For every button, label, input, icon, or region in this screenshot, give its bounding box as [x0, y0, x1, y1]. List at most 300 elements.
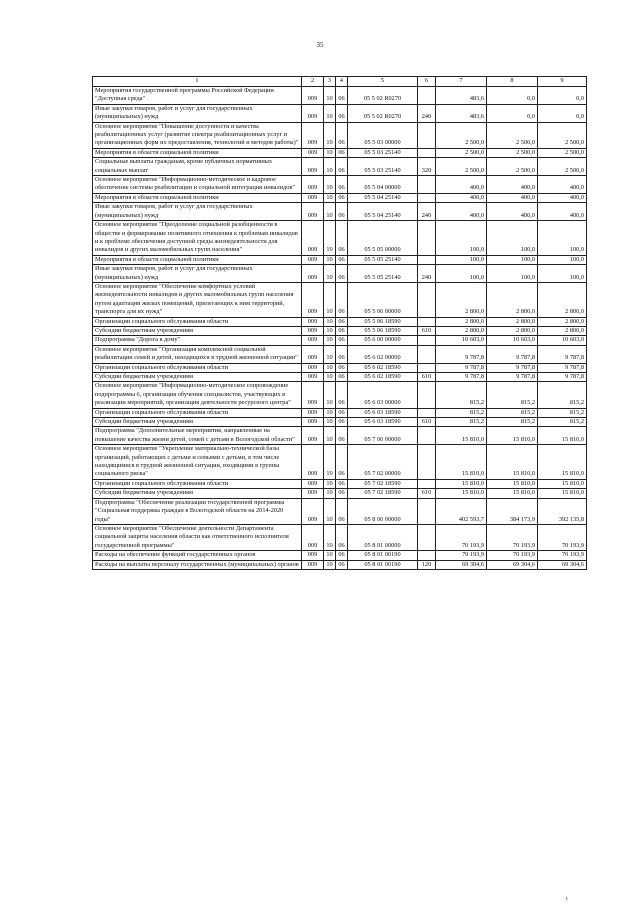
budget-table	[92, 76, 587, 570]
column-header: 9	[538, 77, 587, 87]
target-article-cell: 05 6 03 18590	[348, 418, 418, 427]
amount-year1-cell: 100,0	[436, 265, 487, 283]
expense-type-cell	[418, 427, 436, 445]
amount-year1-cell: 70 193,9	[436, 524, 487, 550]
subsection-cell: 06	[336, 221, 348, 256]
expense-type-cell: 610	[418, 418, 436, 427]
target-article-cell: 05 5 04 00000	[348, 176, 418, 194]
target-article-cell: 05 6 03 00000	[348, 382, 418, 408]
target-article-cell: 05 5 05 25140	[348, 255, 418, 264]
row-name-cell: Организации социального обслуживания области	[93, 317, 302, 326]
table-row	[93, 104, 587, 122]
amount-year2-cell: 69 304,6	[487, 560, 538, 569]
table-row	[93, 345, 587, 363]
target-article-cell: 05 7 02 18590	[348, 489, 418, 498]
table-row	[93, 560, 587, 569]
grbs-cell: 009	[302, 551, 324, 560]
amount-year2-cell: 400,0	[487, 193, 538, 202]
section-cell: 10	[324, 326, 336, 335]
amount-year2-cell: 815,2	[487, 382, 538, 408]
target-article-cell: 05 7 00 00000	[348, 427, 418, 445]
amount-year3-cell: 15 810,0	[538, 489, 587, 498]
amount-year1-cell: 2 800,0	[436, 282, 487, 317]
amount-year2-cell: 15 810,0	[487, 445, 538, 480]
section-cell: 10	[324, 176, 336, 194]
expense-type-cell	[418, 551, 436, 560]
grbs-cell: 009	[302, 87, 324, 105]
grbs-cell: 009	[302, 317, 324, 326]
subsection-cell: 06	[336, 282, 348, 317]
amount-year3-cell: 0,0	[538, 87, 587, 105]
expense-type-cell	[418, 498, 436, 524]
section-cell: 10	[324, 524, 336, 550]
amount-year1-cell: 400,0	[436, 203, 487, 221]
amount-year1-cell: 15 810,0	[436, 479, 487, 488]
row-name-cell: Организации социального обслуживания области	[93, 479, 302, 488]
expense-type-cell	[418, 408, 436, 417]
amount-year1-cell: 815,2	[436, 382, 487, 408]
section-cell: 10	[324, 265, 336, 283]
section-cell: 10	[324, 373, 336, 382]
amount-year1-cell: 815,2	[436, 408, 487, 417]
table-row	[93, 445, 587, 480]
grbs-cell: 009	[302, 336, 324, 345]
grbs-cell: 009	[302, 158, 324, 176]
column-header: 2	[302, 77, 324, 87]
amount-year2-cell: 100,0	[487, 221, 538, 256]
amount-year2-cell: 2 500,0	[487, 148, 538, 157]
table-row	[93, 524, 587, 550]
table-row	[93, 427, 587, 445]
target-article-cell: 05 8 01 00190	[348, 551, 418, 560]
amount-year1-cell: 9 787,8	[436, 345, 487, 363]
subsection-cell: 06	[336, 551, 348, 560]
subsection-cell: 06	[336, 176, 348, 194]
row-name-cell: Подпрограмма "Обеспечение реализации государственной программы "Социальная поддержка граждан в Вологодской области на 2014-2020 годы"	[93, 498, 302, 524]
amount-year3-cell: 2 500,0	[538, 122, 587, 148]
amount-year2-cell: 400,0	[487, 203, 538, 221]
amount-year2-cell: 100,0	[487, 265, 538, 283]
amount-year3-cell: 392 135,8	[538, 498, 587, 524]
amount-year3-cell: 15 810,0	[538, 427, 587, 445]
target-article-cell: 05 5 05 00000	[348, 221, 418, 256]
row-name-cell: Иные закупки товаров, работ и услуг для государственных (муниципальных) нужд	[93, 104, 302, 122]
amount-year1-cell: 400,0	[436, 193, 487, 202]
table-row	[93, 282, 587, 317]
subsection-cell: 06	[336, 317, 348, 326]
amount-year3-cell: 70 193,9	[538, 551, 587, 560]
expense-type-cell	[418, 193, 436, 202]
subsection-cell: 06	[336, 203, 348, 221]
amount-year2-cell: 815,2	[487, 408, 538, 417]
amount-year3-cell: 69 304,6	[538, 560, 587, 569]
section-cell: 10	[324, 203, 336, 221]
amount-year2-cell: 2 800,0	[487, 326, 538, 335]
row-name-cell: Мероприятия государственной программы Российской Федерации "Доступная среда"	[93, 87, 302, 105]
table-row	[93, 551, 587, 560]
amount-year1-cell: 69 304,6	[436, 560, 487, 569]
footer-mark: ı	[566, 896, 568, 902]
section-cell: 10	[324, 255, 336, 264]
expense-type-cell	[418, 255, 436, 264]
amount-year1-cell: 15 810,0	[436, 445, 487, 480]
amount-year3-cell: 0,0	[538, 104, 587, 122]
row-name-cell: Организации социального обслуживания области	[93, 408, 302, 417]
amount-year2-cell: 10 603,0	[487, 336, 538, 345]
expense-type-cell: 240	[418, 203, 436, 221]
row-name-cell: Основное мероприятие "Информационно-методическое сопровождение подпрограммы 6, организация обучения специалистов, участвующих в реализации мероприятий, организация деятельности ресурсного центра"	[93, 382, 302, 408]
section-cell: 10	[324, 498, 336, 524]
target-article-cell: 05 5 03 25140	[348, 148, 418, 157]
target-article-cell: 05 6 02 18590	[348, 373, 418, 382]
table-row	[93, 148, 587, 157]
row-name-cell: Мероприятия в области социальной политики	[93, 255, 302, 264]
amount-year3-cell: 100,0	[538, 265, 587, 283]
table-row	[93, 203, 587, 221]
target-article-cell: 05 8 00 00000	[348, 498, 418, 524]
row-name-cell: Субсидии бюджетным учреждениям	[93, 418, 302, 427]
amount-year2-cell: 0,0	[487, 104, 538, 122]
target-article-cell: 05 5 03 25140	[348, 158, 418, 176]
target-article-cell: 05 6 02 18590	[348, 363, 418, 372]
amount-year1-cell: 2 500,0	[436, 148, 487, 157]
amount-year3-cell: 100,0	[538, 221, 587, 256]
section-cell: 10	[324, 560, 336, 569]
row-name-cell: Иные закупки товаров, работ и услуг для государственных (муниципальных) нужд	[93, 265, 302, 283]
expense-type-cell	[418, 345, 436, 363]
subsection-cell: 06	[336, 158, 348, 176]
amount-year3-cell: 10 603,0	[538, 336, 587, 345]
amount-year1-cell: 483,6	[436, 104, 487, 122]
grbs-cell: 009	[302, 104, 324, 122]
grbs-cell: 009	[302, 418, 324, 427]
expense-type-cell	[418, 524, 436, 550]
amount-year1-cell: 100,0	[436, 255, 487, 264]
row-name-cell: Основное мероприятие "Организация комплексной социальной реабилитации семей и детей, находящихся в трудной жизненной ситуации"	[93, 345, 302, 363]
target-article-cell: 05 6 02 00000	[348, 345, 418, 363]
amount-year1-cell: 9 787,8	[436, 363, 487, 372]
table-row	[93, 193, 587, 202]
table-row	[93, 408, 587, 417]
amount-year3-cell: 2 800,0	[538, 326, 587, 335]
subsection-cell: 06	[336, 122, 348, 148]
amount-year3-cell: 2 800,0	[538, 317, 587, 326]
section-cell: 10	[324, 479, 336, 488]
amount-year2-cell: 9 787,8	[487, 345, 538, 363]
table-row	[93, 498, 587, 524]
section-cell: 10	[324, 336, 336, 345]
subsection-cell: 06	[336, 479, 348, 488]
expense-type-cell: 240	[418, 265, 436, 283]
amount-year3-cell: 2 500,0	[538, 158, 587, 176]
amount-year2-cell: 2 500,0	[487, 122, 538, 148]
amount-year1-cell: 2 500,0	[436, 122, 487, 148]
section-cell: 10	[324, 193, 336, 202]
row-name-cell: Расходы на выплаты персоналу государственных (муниципальных) органов	[93, 560, 302, 569]
subsection-cell: 06	[336, 408, 348, 417]
page-number: 35	[316, 41, 324, 49]
grbs-cell: 009	[302, 427, 324, 445]
expense-type-cell: 240	[418, 104, 436, 122]
amount-year3-cell: 15 810,0	[538, 479, 587, 488]
target-article-cell: 05 8 01 00190	[348, 560, 418, 569]
target-article-cell: 05 6 00 00000	[348, 336, 418, 345]
column-header: 7	[436, 77, 487, 87]
expense-type-cell	[418, 382, 436, 408]
target-article-cell: 05 7 02 18590	[348, 479, 418, 488]
section-cell: 10	[324, 148, 336, 157]
row-name-cell: Основное мероприятие "Обеспечение деятельности Департамента социальной защиты населения области как ответственного исполнителя государственной программы"	[93, 524, 302, 550]
subsection-cell: 06	[336, 489, 348, 498]
table-row	[93, 122, 587, 148]
amount-year2-cell: 70 193,9	[487, 524, 538, 550]
amount-year1-cell: 2 800,0	[436, 326, 487, 335]
row-name-cell: Субсидии бюджетным учреждениям	[93, 373, 302, 382]
amount-year3-cell: 2 500,0	[538, 148, 587, 157]
target-article-cell: 05 5 06 00000	[348, 282, 418, 317]
amount-year2-cell: 2 800,0	[487, 282, 538, 317]
grbs-cell: 009	[302, 193, 324, 202]
amount-year2-cell: 815,2	[487, 418, 538, 427]
table-row	[93, 418, 587, 427]
column-header: 6	[418, 77, 436, 87]
grbs-cell: 009	[302, 176, 324, 194]
table-row	[93, 373, 587, 382]
column-header: 5	[348, 77, 418, 87]
column-header: 8	[487, 77, 538, 87]
expense-type-cell	[418, 445, 436, 480]
subsection-cell: 06	[336, 326, 348, 335]
amount-year3-cell: 815,2	[538, 408, 587, 417]
expense-type-cell	[418, 148, 436, 157]
amount-year3-cell: 400,0	[538, 193, 587, 202]
grbs-cell: 009	[302, 498, 324, 524]
subsection-cell: 06	[336, 445, 348, 480]
target-article-cell: 05 8 01 00000	[348, 524, 418, 550]
target-article-cell: 05 5 03 00000	[348, 122, 418, 148]
subsection-cell: 06	[336, 104, 348, 122]
section-cell: 10	[324, 445, 336, 480]
grbs-cell: 009	[302, 479, 324, 488]
amount-year2-cell: 400,0	[487, 176, 538, 194]
table-header-row	[93, 77, 587, 87]
column-header: 4	[336, 77, 348, 87]
column-header: 3	[324, 77, 336, 87]
row-name-cell: Мероприятия в области социальной политики	[93, 193, 302, 202]
grbs-cell: 009	[302, 373, 324, 382]
amount-year2-cell: 70 193,9	[487, 551, 538, 560]
row-name-cell: Основное мероприятие "Укрепление материально-технической базы организаций, работающих с детьми и семьями с детьми, в том числе находящимися в трудной жизненной ситуации, входящими в группы социального риска"	[93, 445, 302, 480]
amount-year3-cell: 400,0	[538, 176, 587, 194]
table-row	[93, 336, 587, 345]
target-article-cell: 05 7 02 00000	[348, 445, 418, 480]
amount-year3-cell: 9 787,8	[538, 345, 587, 363]
grbs-cell: 009	[302, 326, 324, 335]
subsection-cell: 06	[336, 524, 348, 550]
table-row	[93, 87, 587, 105]
grbs-cell: 009	[302, 524, 324, 550]
amount-year1-cell: 2 500,0	[436, 158, 487, 176]
amount-year3-cell: 100,0	[538, 255, 587, 264]
amount-year3-cell: 9 787,8	[538, 373, 587, 382]
table-row	[93, 363, 587, 372]
column-header: 1	[93, 77, 302, 87]
amount-year2-cell: 2 500,0	[487, 158, 538, 176]
section-cell: 10	[324, 104, 336, 122]
amount-year1-cell: 100,0	[436, 221, 487, 256]
amount-year2-cell: 384 173,9	[487, 498, 538, 524]
amount-year3-cell: 15 810,0	[538, 445, 587, 480]
table-body	[93, 87, 587, 570]
target-article-cell: 05 5 04 25140	[348, 203, 418, 221]
target-article-cell: 05 5 02 R0270	[348, 104, 418, 122]
expense-type-cell	[418, 176, 436, 194]
amount-year1-cell: 70 193,9	[436, 551, 487, 560]
subsection-cell: 06	[336, 336, 348, 345]
grbs-cell: 009	[302, 363, 324, 372]
table-row	[93, 255, 587, 264]
grbs-cell: 009	[302, 255, 324, 264]
subsection-cell: 06	[336, 148, 348, 157]
amount-year2-cell: 0,0	[487, 87, 538, 105]
subsection-cell: 06	[336, 418, 348, 427]
grbs-cell: 009	[302, 560, 324, 569]
section-cell: 10	[324, 158, 336, 176]
table-row	[93, 265, 587, 283]
section-cell: 10	[324, 122, 336, 148]
subsection-cell: 06	[336, 373, 348, 382]
table-row	[93, 382, 587, 408]
grbs-cell: 009	[302, 345, 324, 363]
amount-year1-cell: 400,0	[436, 176, 487, 194]
expense-type-cell	[418, 87, 436, 105]
amount-year1-cell: 2 800,0	[436, 317, 487, 326]
amount-year2-cell: 9 787,8	[487, 373, 538, 382]
expense-type-cell	[418, 317, 436, 326]
expense-type-cell: 120	[418, 560, 436, 569]
subsection-cell: 06	[336, 193, 348, 202]
row-name-cell: Подпрограмма "Дорога к дому"	[93, 336, 302, 345]
section-cell: 10	[324, 489, 336, 498]
amount-year1-cell: 815,2	[436, 418, 487, 427]
row-name-cell: Подпрограмма "Дополнительные мероприятия, направленные на повышение качества жизни детей, семей с детьми в Вологодской области"	[93, 427, 302, 445]
table-row	[93, 317, 587, 326]
target-article-cell: 05 5 05 25140	[348, 265, 418, 283]
amount-year3-cell: 70 193,9	[538, 524, 587, 550]
section-cell: 10	[324, 282, 336, 317]
amount-year1-cell: 402 593,7	[436, 498, 487, 524]
grbs-cell: 009	[302, 265, 324, 283]
amount-year1-cell: 9 787,8	[436, 373, 487, 382]
subsection-cell: 06	[336, 265, 348, 283]
row-name-cell: Организации социального обслуживания области	[93, 363, 302, 372]
amount-year3-cell: 9 787,8	[538, 363, 587, 372]
section-cell: 10	[324, 418, 336, 427]
row-name-cell: Основное мероприятие "Информационно-методическое и кадровое обеспечение системы реабилитации и социальной интеграции инвалидов"	[93, 176, 302, 194]
expense-type-cell	[418, 479, 436, 488]
target-article-cell: 05 5 06 18590	[348, 317, 418, 326]
section-cell: 10	[324, 427, 336, 445]
grbs-cell: 009	[302, 382, 324, 408]
expense-type-cell: 610	[418, 489, 436, 498]
amount-year2-cell: 2 800,0	[487, 317, 538, 326]
target-article-cell: 05 5 04 25140	[348, 193, 418, 202]
table-row	[93, 326, 587, 335]
row-name-cell: Субсидии бюджетным учреждениям	[93, 489, 302, 498]
grbs-cell: 009	[302, 489, 324, 498]
amount-year3-cell: 815,2	[538, 382, 587, 408]
row-name-cell: Основное мероприятие "Преодоление социальной разобщенности в обществе и формирование позитивного отношения к проблемам инвалидов и к проблеме обеспечения доступной среды жизнедеятельности для инвалидов и других маломобильных групп населения"	[93, 221, 302, 256]
row-name-cell: Иные закупки товаров, работ и услуг для государственных (муниципальных) нужд	[93, 203, 302, 221]
section-cell: 10	[324, 87, 336, 105]
target-article-cell: 05 5 02 R0270	[348, 87, 418, 105]
table-row	[93, 489, 587, 498]
row-name-cell: Основное мероприятие "Обеспечение комфортных условий жизнедеятельности инвалидов и других маломобильных групп населения путем адаптации жилых помещений, прилегающих к ним территорий, транспорта для их нужд"	[93, 282, 302, 317]
row-name-cell: Мероприятия в области социальной политики	[93, 148, 302, 157]
section-cell: 10	[324, 221, 336, 256]
amount-year2-cell: 100,0	[487, 255, 538, 264]
amount-year2-cell: 15 810,0	[487, 489, 538, 498]
amount-year2-cell: 9 787,8	[487, 363, 538, 372]
subsection-cell: 06	[336, 345, 348, 363]
expense-type-cell: 320	[418, 158, 436, 176]
expense-type-cell: 610	[418, 373, 436, 382]
amount-year1-cell: 15 810,0	[436, 489, 487, 498]
table-row	[93, 158, 587, 176]
grbs-cell: 009	[302, 203, 324, 221]
grbs-cell: 009	[302, 445, 324, 480]
target-article-cell: 05 5 06 18590	[348, 326, 418, 335]
section-cell: 10	[324, 363, 336, 372]
grbs-cell: 009	[302, 221, 324, 256]
section-cell: 10	[324, 382, 336, 408]
row-name-cell: Социальные выплаты гражданам, кроме публичных нормативных социальных выплат	[93, 158, 302, 176]
row-name-cell: Расходы на обеспечение функций государственных органов	[93, 551, 302, 560]
expense-type-cell: 610	[418, 326, 436, 335]
expense-type-cell	[418, 363, 436, 372]
expense-type-cell	[418, 336, 436, 345]
row-name-cell: Субсидии бюджетным учреждениям	[93, 326, 302, 335]
grbs-cell: 009	[302, 408, 324, 417]
amount-year3-cell: 815,2	[538, 418, 587, 427]
section-cell: 10	[324, 408, 336, 417]
grbs-cell: 009	[302, 148, 324, 157]
amount-year1-cell: 15 810,0	[436, 427, 487, 445]
subsection-cell: 06	[336, 560, 348, 569]
target-article-cell: 05 6 03 18590	[348, 408, 418, 417]
grbs-cell: 009	[302, 282, 324, 317]
expense-type-cell	[418, 221, 436, 256]
expense-type-cell	[418, 122, 436, 148]
expense-type-cell	[418, 282, 436, 317]
row-name-cell: Основное мероприятие "Повышение доступности и качества реабилитационных услуг (развитие спектра реабилитационных услуг и организационных форм их предоставления, технологий и методов работы)"	[93, 122, 302, 148]
amount-year1-cell: 483,6	[436, 87, 487, 105]
subsection-cell: 06	[336, 87, 348, 105]
amount-year1-cell: 10 603,0	[436, 336, 487, 345]
table-row	[93, 221, 587, 256]
subsection-cell: 06	[336, 498, 348, 524]
table-row	[93, 479, 587, 488]
section-cell: 10	[324, 345, 336, 363]
section-cell: 10	[324, 317, 336, 326]
section-cell: 10	[324, 551, 336, 560]
subsection-cell: 06	[336, 427, 348, 445]
amount-year3-cell: 400,0	[538, 203, 587, 221]
subsection-cell: 06	[336, 382, 348, 408]
amount-year3-cell: 2 800,0	[538, 282, 587, 317]
table-row	[93, 176, 587, 194]
grbs-cell: 009	[302, 122, 324, 148]
